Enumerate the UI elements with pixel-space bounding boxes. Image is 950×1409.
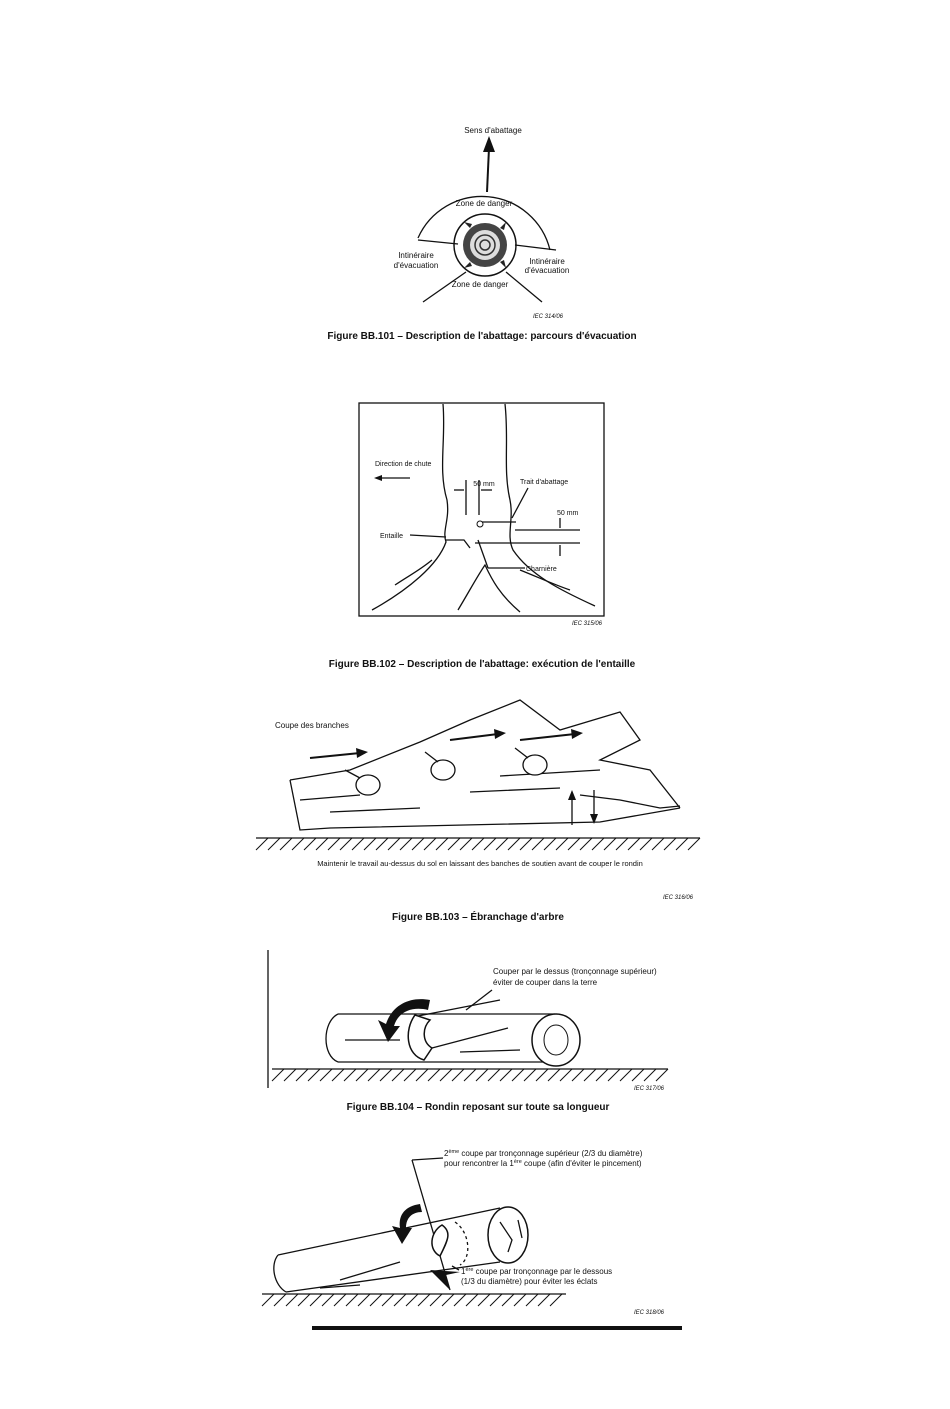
iec-315: IEC 315/06 xyxy=(572,621,603,627)
top-cut-arrow xyxy=(392,1204,422,1244)
bottom-cut-arrow xyxy=(430,1270,460,1290)
mm-top-label: 50 mm xyxy=(473,481,495,488)
log-top-105 xyxy=(278,1208,500,1255)
caption-bb101: Figure BB.101 – Description de l'abattage: parcours d'évacuation xyxy=(327,331,637,342)
entaille-label: Entaille xyxy=(380,533,403,540)
bb104-line1: Couper par le dessus (tronçonnage supérieur) xyxy=(493,967,657,976)
trunk-left-edge xyxy=(372,404,448,610)
danger-zone-line-right xyxy=(506,272,542,302)
caption-bb103: Figure BB.103 – Ébranchage d'arbre xyxy=(392,912,564,923)
bb105-top-line1: 2ème coupe par tronçonnage supérieur (2/3 du diamètre) xyxy=(444,1149,643,1158)
log-bottom xyxy=(290,780,680,830)
log-left-end xyxy=(326,1014,338,1062)
ground-hatch-104 xyxy=(272,1069,668,1081)
iec-318: IEC 318/06 xyxy=(634,1310,665,1316)
figure-bb104 xyxy=(268,950,668,1113)
direction-label: Direction de chute xyxy=(375,461,432,468)
figure-bb103 xyxy=(256,700,700,923)
stub-3 xyxy=(523,755,547,775)
bb105-bot-line2: (1/3 du diamètre) pour éviter les éclats xyxy=(461,1277,598,1286)
root-center xyxy=(458,565,520,612)
iec-317: IEC 317/06 xyxy=(634,1086,665,1092)
itin-right-1: Intinéraire xyxy=(529,257,565,266)
ground-hatch-103 xyxy=(256,838,700,850)
cut-arrow-2 xyxy=(450,734,498,740)
itin-left-1: Intinéraire xyxy=(398,251,434,260)
caption-bb102: Figure BB.102 – Description de l'abattage: exécution de l'entaille xyxy=(328,659,636,670)
sens-label: Sens d'abattage xyxy=(464,126,522,135)
bb105-top-line2: pour rencontrer la 1ère coupe (afin d'éviter le pincement) xyxy=(444,1159,642,1168)
evacuation-line-left xyxy=(418,240,458,244)
zone-top-label: Zone de danger xyxy=(455,199,513,208)
iec-314: IEC 314/06 xyxy=(533,314,564,320)
caption-bb104: Figure BB.104 – Rondin reposant sur toute sa longueur xyxy=(346,1102,610,1113)
notch xyxy=(446,540,470,548)
mm-right-label: 50 mm xyxy=(557,510,579,517)
ground-hatch-105 xyxy=(262,1294,562,1306)
iec-316: IEC 316/06 xyxy=(663,895,694,901)
felling-direction-arrowhead xyxy=(483,136,495,152)
figure-bb105 xyxy=(262,1149,682,1330)
log-right-end xyxy=(532,1014,580,1066)
itin-right-2: d'évacuation xyxy=(524,266,570,275)
stub-2 xyxy=(431,760,455,780)
itin-left-2: d'évacuation xyxy=(393,261,439,270)
trait-label: Trait d'abattage xyxy=(520,479,569,486)
note-103: Maintenir le travail au-dessus du sol en laissant des banches de soutien avant de couper le rondin xyxy=(317,859,643,868)
coupe-label: Coupe des branches xyxy=(275,721,349,730)
bottom-rule xyxy=(312,1326,682,1330)
felling-direction-arrow xyxy=(487,148,489,192)
figure-bb101 xyxy=(327,126,636,342)
bb105-bot-line1: 1ère coupe par tronçonnage par le dessous xyxy=(461,1267,613,1276)
zone-bottom-label: Zone de danger xyxy=(451,280,509,289)
figure-bb102 xyxy=(329,403,636,670)
bb104-line2: éviter de couper dans la terre xyxy=(493,978,598,987)
charniere-label: Charnière xyxy=(526,566,557,573)
cut-arrow-3 xyxy=(520,734,575,740)
cut-arrow-1 xyxy=(310,753,360,758)
